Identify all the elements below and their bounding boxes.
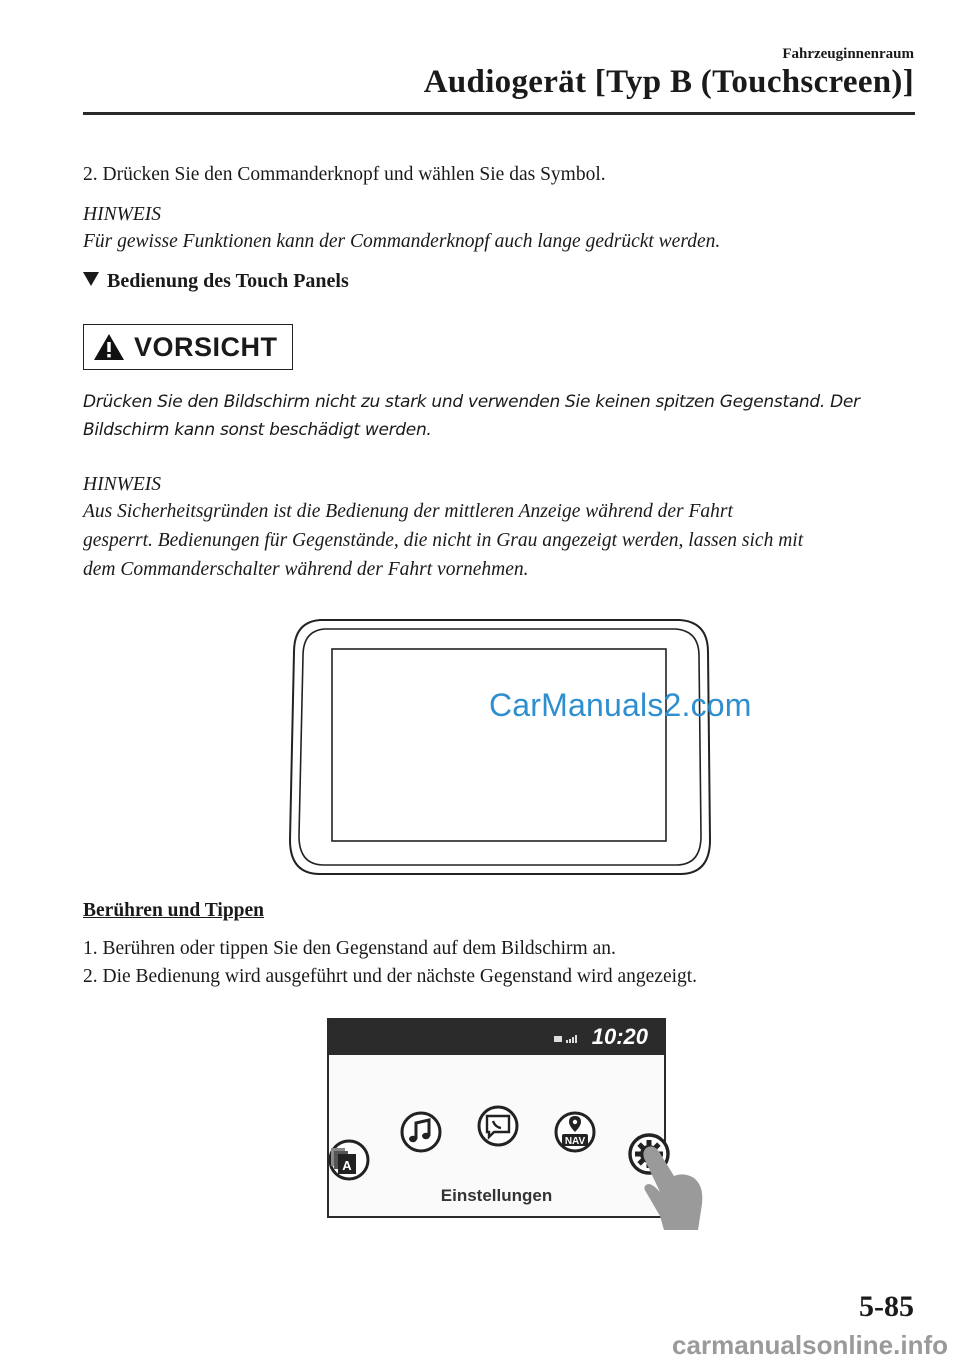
watermark: CarManuals2.com — [489, 687, 752, 723]
app-badge: A — [342, 1158, 352, 1173]
nav-badge: NAV — [564, 1136, 586, 1147]
section-title: Fahrzeuginnenraum — [782, 46, 914, 62]
display-illustration — [280, 612, 720, 882]
touch-heading: Berühren und Tippen — [83, 900, 265, 921]
page-number: 5-85 — [859, 1290, 914, 1323]
footer-watermark: carmanualsonline.info — [672, 1330, 948, 1360]
caution-label: VORSICHT — [134, 331, 278, 362]
page-title: Audiogerät [Typ B (Touchscreen)] — [423, 64, 914, 100]
header-rule — [83, 112, 915, 115]
note-label: HINWEIS — [83, 204, 161, 225]
touch-step-1: 1. Berühren oder tippen Sie den Gegenstand auf dem Bildschirm an. — [83, 938, 616, 959]
note-line-1: Aus Sicherheitsgründen ist die Bedienung der mittleren Anzeige während der Fahrt — [83, 501, 733, 522]
clock: 10:20 — [591, 1024, 648, 1049]
navigation-icon[interactable] — [553, 1110, 597, 1154]
finger-icon — [640, 1142, 710, 1234]
note-label-2: HINWEIS — [83, 474, 161, 495]
status-bar — [329, 1020, 664, 1055]
warning-icon — [92, 332, 126, 362]
home-screen — [327, 1018, 666, 1218]
applications-icon[interactable] — [325, 1138, 371, 1182]
step-2-commander: 2. Drücken Sie den Commanderknopf und wählen Sie das Symbol. — [83, 164, 606, 185]
note-text: Für gewisse Funktionen kann der Commanderknopf auch lange gedrückt werden. — [83, 231, 721, 252]
caution-text: Drücken Sie den Bildschirm nicht zu stark und verwenden Sie keinen spitzen Gegenstand. Der Bildschirm kann sonst beschädigt werden. — [83, 392, 860, 440]
signal-icon — [554, 1035, 580, 1043]
subheading-text: Bedienung des Touch Panels — [107, 270, 349, 292]
caution-box — [83, 324, 293, 370]
music-icon[interactable] — [399, 1110, 443, 1154]
touch-step-2: 2. Die Bedienung wird ausgeführt und der nächste Gegenstand wird angezeigt. — [83, 966, 698, 987]
triangle-bullet-icon — [83, 272, 99, 286]
note-line-3: dem Commanderschalter während der Fahrt vornehmen. — [83, 559, 529, 580]
subheading — [83, 270, 349, 293]
note-line-2: gesperrt. Bedienungen für Gegenstände, die nicht in Grau angezeigt werden, lassen sich mit — [83, 530, 804, 551]
communication-icon[interactable] — [476, 1104, 520, 1148]
selected-item-label: Einstellungen — [440, 1186, 553, 1205]
